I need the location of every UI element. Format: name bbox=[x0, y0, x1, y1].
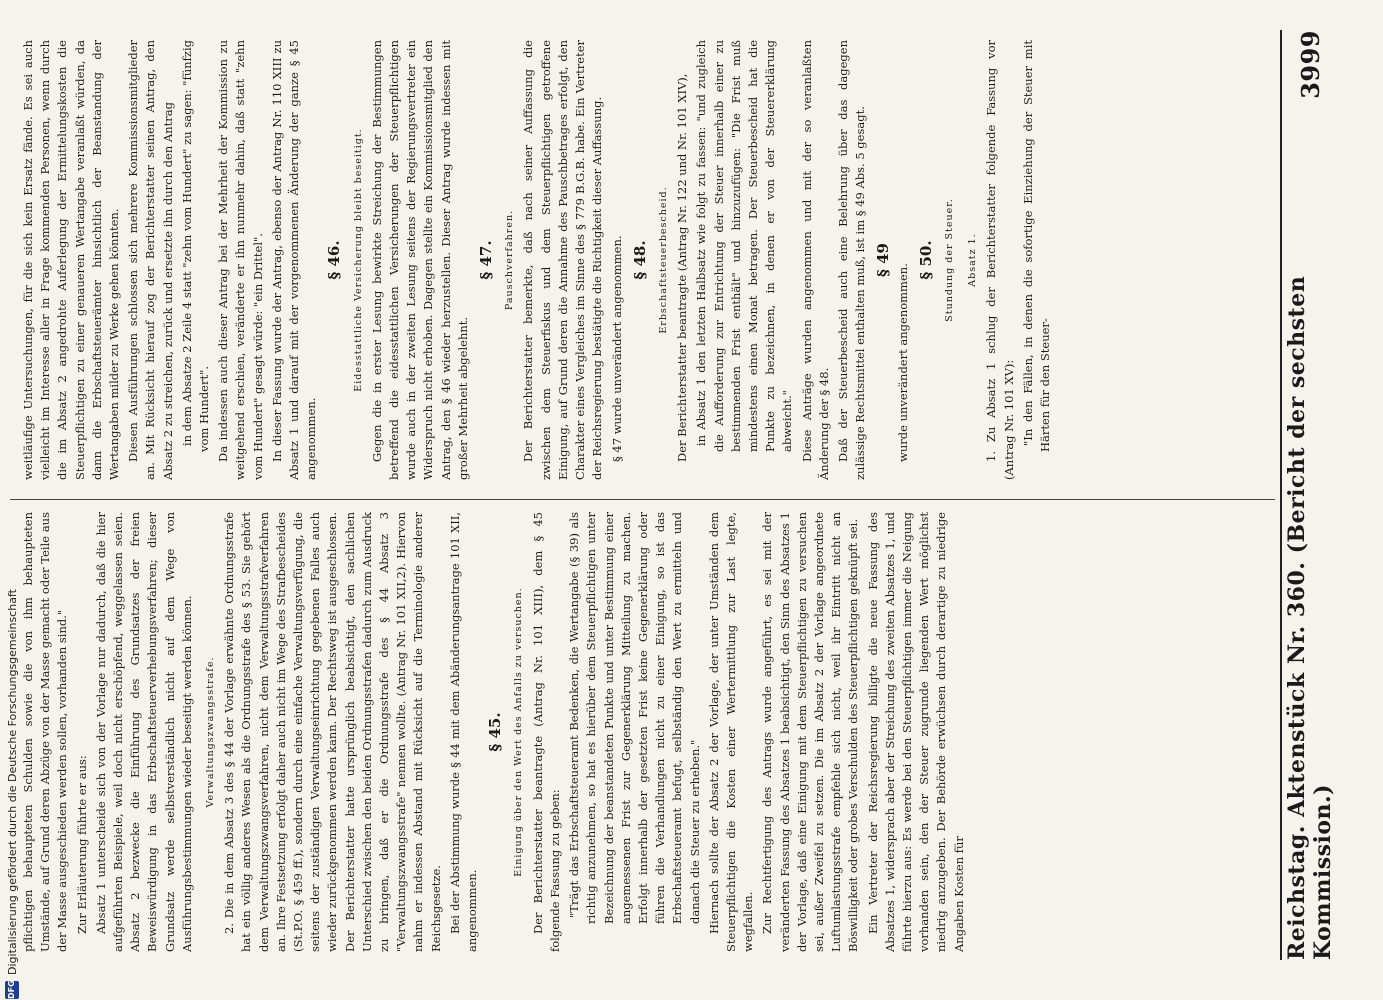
paragraph: Der Berichterstatter beantragte (Antrag Nr. 101 XIII), dem § 45 folgende Fassung zu geben: bbox=[530, 512, 562, 952]
right-column bbox=[20, 40, 1275, 480]
header-title: Reichstag. Aktenstück Nr. 360. (Bericht der sechsten Kommission.) bbox=[1284, 275, 1336, 960]
quoted-text: in Absatz 1 den letzten Halbsatz wie folgt zu fassen: "und zugleich die Aufforderung zur Entrichtung der Steuer innerhalb einer zu bestimmenden Frist enthält" und hinzuzufügen: "Die Frist muß mindestens einen Monat betragen. Der Steuerbescheid hat die Punkte zu bezeichnen, in denen er von der Steuererklärung abweicht." bbox=[694, 40, 795, 452]
subheading: Stundung der Steuer. bbox=[943, 198, 955, 322]
paragraph: Zur Erläuterung führte er aus: bbox=[74, 755, 89, 934]
paragraph: Hiernach sollte der Absatz 2 der Vorlage, der unter Umständen dem Steuerpflichtigen die Kosten einer Wertermittlung zur Last legte, wegfallen. bbox=[706, 512, 756, 952]
section-heading: § 49 bbox=[874, 243, 893, 277]
section-heading: § 45. bbox=[486, 712, 505, 752]
page-number: 3999 bbox=[1295, 30, 1325, 99]
quoted-text: "Trägt das Erbschaftsteueramt Bedenken, die Wertangabe (§ 39) als richtig anzunehmen, so hat es hierüber dem Steuerpflichtigen unter Bezeichnung der beanstandeten Punkte und unter Bestimmung einer angemessenen Frist zur Gegenerklärung Mitteilung zu machen. Erfolgt innerhalb der gesetzten Frist keine Gegenerklärung oder führen die Verhandlungen nicht zu einer Einigung, so ist das Erbschaftsteueramt befugt, selbständig den Wert zu ermitteln und danach die Steuer zu erheben." bbox=[567, 512, 702, 924]
column-divider bbox=[10, 499, 1275, 500]
paragraph: Ein Vertreter der Reichsregierung billigte die neue Fassung des Absatzes 1, widersprach aber der Streichung des zweiten Absatzes 1, und führte hierzu aus: Es werde bei den Steuerpflichtigen immer die Neigung vorhanden sein, den der Steuer zugrunde liegenden Wert möglichst niedrig anzugeben. Der Behörde erwüchsen durch derartige zu niedrige Angaben Kosten für bbox=[865, 512, 966, 952]
section-heading: § 46. bbox=[325, 240, 344, 280]
subheading: Erbschaftsteuerbescheid. bbox=[657, 186, 669, 334]
digitization-footer bbox=[0, 0, 24, 999]
paragraph: Der Berichterstatter beantragte (Antrag Nr. 122 und Nr. 101 XIV), bbox=[675, 73, 690, 462]
subheading: Verwaltungszwangsstrafe. bbox=[205, 656, 217, 808]
subheading: Pauschverfahren. bbox=[504, 209, 516, 311]
paragraph: Da indessen auch dieser Antrag bei der Mehrheit der Kommission zu weitgehend erschien, veränderte er ihn nunmehr dahin, daß statt "zehn vom Hundert" gesagt würde: "ein Drittel". bbox=[216, 40, 265, 480]
paragraph: Daß der Steuerbescheid auch eine Belehrung über das dagegen zulässige Rechtsmittel enthalten muß, ist im § 49 Abs. 5 gesagt. bbox=[835, 40, 868, 480]
paragraph: Der Berichterstatter bemerkte, daß nach seiner Auffassung die zwischen dem Steuerfiskus und dem Steuerpflichtigen getroffene Einigung, auf Grund deren die Annahme des Pauschbetrages erfolgt, den Charakter eines Vergleiches im Sinne des § 779 B.G.B. habe. Ein Vertreter der Reichsregierung bestätigte die Richtigkeit dieser Auffassung. bbox=[521, 40, 605, 480]
paragraph: 2. Die in dem Absatz 3 des § 44 der Vorlage erwähnte Ordnungsstrafe hat ein völlig anderes Wesen als die Ordnungsstrafe des § 53. Sie gehört dem Verwaltungszwangsverfahren, nicht dem Verwaltungsstrafverfahren an. Ihre Festsetzung erfolgt daher auch nicht im Wege des Strafbescheides (St.P.O. § 459 ff.), sondern durch eine einfache Verwaltungsverfügung, die seitens der zuständigen Verwaltungseinrichtung gegebenen Falles auch wieder zurückgenommen werden kann. Der Rechtsweg ist ausgeschlossen. Der Berichterstatter hatte ursprünglich beabsichtigt, den sachlichen Unterschied zwischen den beiden Ordnungsstrafen dadurch zum Ausdruck zu bringen, daß er die Ordnungsstrafe des § 44 Absatz 3 "Verwaltungszwangsstrafe" nennen wollte. (Antrag Nr. 101 XII,2). Hiervon nahm er indessen Abstand mit Rücksicht auf die Terminologie anderer Reichsgesetze. bbox=[222, 512, 443, 952]
section-heading: § 50. bbox=[916, 240, 935, 280]
quoted-text: "In den Fällen, in denen die sofortige Einziehung der Steuer mit Härten für den Steuer- bbox=[1020, 40, 1052, 452]
paragraph: In dieser Fassung wurde der Antrag, ebenso der Antrag Nr. 110 XIII zu Absatz 1 und darauf mit der vorgenommenen Änderung der ganze § 45 angenommen. bbox=[269, 40, 319, 480]
subheading: Eidesstattliche Versicherung bleibt beseitigt. bbox=[352, 128, 364, 392]
paragraph: 1. Zu Absatz 1 schlug der Berichterstatter folgende Fassung vor (Antrag Nr. 101 XV): bbox=[984, 40, 1016, 480]
paragraph: wurde unverändert angenommen. bbox=[895, 263, 910, 462]
quoted-text: in dem Absatze 2 Zeile 4 statt "zehn vom Hundert" zu sagen: "fünfzig vom Hundert". bbox=[179, 40, 212, 452]
paragraph: Gegen die in erster Lesung bewirkte Streichung der Bestimmungen betreffend die eidesstattlichen Versicherungen der Steuerpflichtigen wurde auch in der zweiten Lesung seitens der Regierungsvertreter ein Widerspruch nicht erhoben. Dagegen stellte ein Kommissionsmitglied den Antrag, den § 46 wieder herzustellen. Dieser Antrag wurde indessen mit großer Mehrheit abgelehnt. bbox=[369, 40, 470, 480]
left-column bbox=[20, 512, 1275, 952]
subheading: Einigung über den Wert des Anfalls zu versuchen. bbox=[513, 587, 525, 877]
section-heading: § 48. bbox=[630, 240, 649, 280]
footer-text: Digitalisierung gefördert durch die Deutsche Forschungsgemeinschaft bbox=[5, 589, 19, 975]
dfg-logo-icon: DFG bbox=[5, 981, 19, 999]
header-rule bbox=[1280, 30, 1282, 960]
subheading: Absatz 1. bbox=[967, 233, 979, 287]
paragraph: Diese Anträge wurden angenommen und mit der so veranlaßten Änderung der § 48. bbox=[799, 40, 831, 480]
paragraph: weitläufige Untersuchungen, für die sich kein Ersatz fände. Es sei auch vielleicht im Interesse aller in Frage kommenden Personen, wenn durch die im Absatz 2 angedrohte Auferlegung der Ermittelungskosten die Steuerpflichtigen zu einer genaueren Wertangabe veranlaßt würden, da dann die Erbschaftsteuerämter hinsichtlich der Beanstandung der Wertangaben milder zu Werke gehen könnten. bbox=[21, 40, 122, 480]
paragraph: pflichtigen behaupteten Schulden sowie die von ihm behaupteten Umstände, auf Grund deren Abzüge von der Masse gemacht oder Teile aus der Masse ausgeschieden werden sollen, vorhanden sind." bbox=[21, 512, 70, 952]
paragraph: Absatz 1 unterscheide sich von der Vorlage nur dadurch, daß die hier aufgeführten Beispiele, weil doch nicht erschöpfend, weggelassen seien. Absatz 2 bezwecke die Einführung des Grundsatzes der freien Beweiswürdigung in das Erbschaftsteuerverhebungsverfahren; dieser Grundsatz werde selbstverständlich nicht auf dem Wege von Ausführungsbestimmungen wieder beseitigt werden können. bbox=[93, 512, 194, 952]
paragraph: Diesen Ausführungen schlossen sich mehrere Kommissionsmitglieder an. Mit Rücksicht hierauf zog der Berichterstatter seinen Antrag, den Absatz 2 zu streichen, zurück und ersetzte ihn durch den Antrag bbox=[126, 40, 175, 480]
section-heading: § 47. bbox=[477, 240, 496, 280]
paragraph: Bei der Abstimmung wurde § 44 mit dem Abänderungsantrage 101 XII, angenommen. bbox=[447, 512, 480, 952]
paragraph: Zur Rechtfertigung des Antrags wurde angeführt, es sei mit der veränderten Fassung des Absatzes 1 beabsichtigt, den Sinn des Absatzes 1 der Vorlage, daß eine Einigung mit dem Steuerpflichtigen zu versuchen sei, außer Zweifel zu setzen. Die im Absatz 2 der Vorlage angeordnete Luftumlastungsstrafe empfehle sich nicht, weil ihr Eintritt nicht an Böswilligkeit oder grobes Verschulden des Steuerpflichtigen geknüpft sei. bbox=[760, 512, 861, 952]
page-header bbox=[1284, 30, 1336, 960]
paragraph: § 47 wurde unverändert angenommen. bbox=[609, 235, 624, 462]
